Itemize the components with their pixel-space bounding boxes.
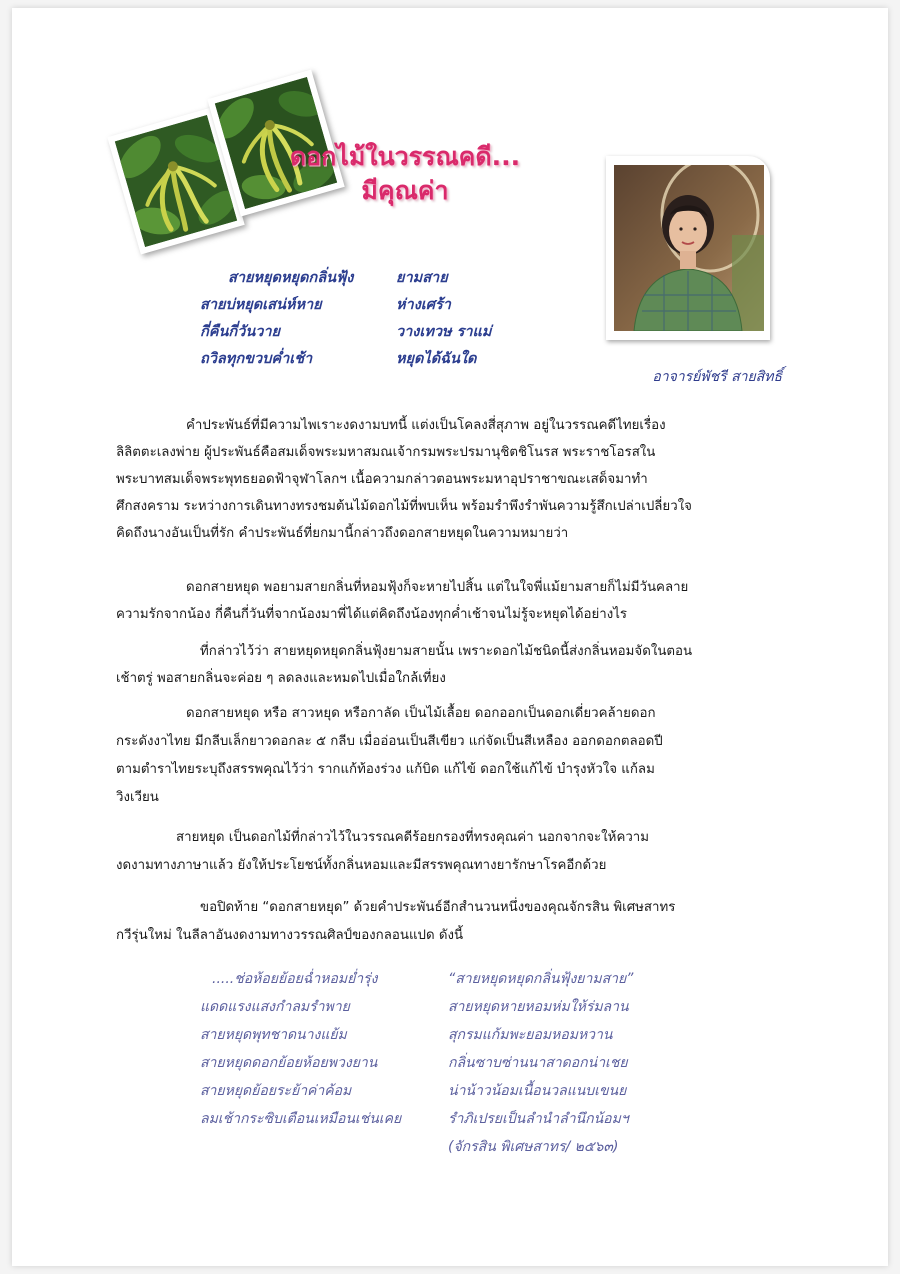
- author-caption: อาจารย์พัชรี สายสิทธิ์: [652, 369, 782, 385]
- closing-verse-left: สายหยุดดอกย้อยห้อยพวงยาน: [200, 1055, 378, 1071]
- poem-verse-first-half: สายบ่หยุดเสน่ห์หาย: [200, 297, 322, 313]
- body-text-line: วิงเวียน: [116, 790, 159, 805]
- poem-verse-second-half: วางเทวษ ราแม่: [396, 324, 492, 340]
- poem-verse-first-half: กี่คืนกี่วันวาย: [200, 324, 281, 340]
- body-text-line: กระดังงาไทย มีกลีบเล็กยาวดอกละ ๕ กลีบ เมื่ออ่อนเป็นสีเขียว แก่จัดเป็นสีเหลือง ออกดอกตลอดปี: [116, 734, 663, 749]
- author-portrait: [606, 156, 770, 340]
- closing-verse-right: สายหยุดหายหอมห่มให้ร่มลาน: [448, 999, 629, 1015]
- body-text-line: คำประพันธ์ที่มีความไพเราะงดงามบทนี้ แต่งเป็นโคลงสี่สุภาพ อยู่ในวรรณคดีไทยเรื่อง: [186, 418, 666, 433]
- poem-verse-second-half: ห่างเศร้า: [396, 297, 451, 313]
- closing-verse-left: แดดแรงแสงกำลมรำพาย: [200, 999, 350, 1015]
- closing-verse-left: .....ช่อห้อยย้อยฉ่ำหอมย่ำรุ่ง: [212, 971, 378, 987]
- person-photo-icon: [614, 165, 764, 331]
- body-text-line: กวีรุ่นใหม่ ในลีลาอันงดงามทางวรรณศิลป์ของกลอนแปด ดังนี้: [116, 928, 464, 943]
- article-title: [255, 140, 555, 208]
- title-line-1: ดอกไม้ในวรรณคดี...: [289, 142, 521, 171]
- closing-verse-right: “สายหยุดหยุดกลิ่นฟุ้งยามสาย”: [448, 971, 634, 987]
- body-text-line: ที่กล่าวไว้ว่า สายหยุดหยุดกลิ่นฟุ้งยามสายนั้น เพราะดอกไม้ชนิดนี้ส่งกลิ่นหอมจัดในตอน: [200, 644, 693, 659]
- closing-verse-left: สายหยุดพุทชาดนางแย้ม: [200, 1027, 347, 1043]
- closing-verse-right: รำภิเปรยเป็นลำนำลำนึกน้อมฯ: [448, 1111, 629, 1127]
- body-text-line: ตามตำราไทยระบุถึงสรรพคุณไว้ว่า รากแก้ท้องร่วง แก้บิด แก้ไข้ ดอกใช้แก้ไข้ บำรุงหัวใจ แก้ลม: [116, 762, 655, 777]
- body-text-line: คิดถึงนางอันเป็นที่รัก คำประพันธ์ที่ยกมานี้กล่าวถึงดอกสายหยุดในความหมายว่า: [116, 526, 569, 541]
- body-text-line: เช้าตรู่ พอสายกลิ่นจะค่อย ๆ ลดลงและหมดไปเมื่อใกล้เที่ยง: [116, 671, 446, 686]
- closing-verse-right: สุกรมแก้มพะยอมหอมหวาน: [448, 1027, 613, 1043]
- poem-verse-first-half: ถวิลทุกขวบค่ำเช้า: [200, 351, 313, 367]
- title-line-2: มีคุณค่า: [361, 176, 449, 205]
- closing-verse-right: กลิ่นซาบซ่านนาสาดอกน่าเชย: [448, 1055, 628, 1071]
- body-text-line: ขอปิดท้าย “ดอกสายหยุด” ด้วยคำประพันธ์อีกสำนวนหนึ่งของคุณจักรสิน พิเศษสาทร: [200, 900, 676, 915]
- body-text-line: ศึกสงคราม ระหว่างการเดินทางทรงชมต้นไม้ดอกไม้ที่พบเห็น พร้อมรำพึงรำพันความรู้สึกเปล่าเปลี่ยวใจ: [116, 499, 692, 514]
- body-text-line: ดอกสายหยุด หรือ สาวหยุด หรือกาลัด เป็นไม้เลื้อย ดอกออกเป็นดอกเดี่ยวคล้ายดอก: [186, 706, 656, 721]
- body-text-line: พระบาทสมเด็จพระพุทธยอดฟ้าจุฬาโลกฯ เนื้อความกล่าวตอนพระมหาอุปราชาขณะเสด็จมาทำ: [116, 472, 648, 487]
- article-body: [116, 414, 776, 943]
- closing-verse-left: ลมเช้ากระซิบเตือนเหมือนเช่นเคย: [200, 1111, 402, 1127]
- poem-verse-first-half: สายหยุดหยุดกลิ่นฟุ้ง: [228, 270, 354, 286]
- poem-verse-second-half: หยุดได้ฉันใด: [396, 351, 477, 367]
- closing-verse-right: น่าน้าวน้อมเนื้อนวลแนบเขนย: [448, 1083, 627, 1099]
- body-text-line: สายหยุด เป็นดอกไม้ที่กล่าวไว้ในวรรณคดีร้อยกรองที่ทรงคุณค่า นอกจากจะให้ความ: [176, 830, 650, 845]
- body-text-line: ลิลิตตะเลงพ่าย ผู้ประพันธ์คือสมเด็จพระมหาสมณเจ้ากรมพระปรมานุชิตชิโนรส พระราชโอรสใน: [116, 445, 656, 460]
- body-text-line: ความรักจากน้อง กี่คืนกี่วันที่จากน้องมาพี่ได้แต่คิดถึงน้องทุกค่ำเช้าจนไม่รู้จะหยุดได้อย่างไร: [116, 607, 628, 622]
- body-text-line: ดอกสายหยุด พอยามสายกลิ่นที่หอมฟุ้งก็จะหายไปสิ้น แต่ในใจพี่แม้ยามสายก็ไม่มีวันคลาย: [186, 580, 689, 595]
- body-text-line: งดงามทางภาษาแล้ว ยังให้ประโยชน์ทั้งกลิ่นหอมและมีสรรพคุณทางยารักษาโรคอีกด้วย: [116, 858, 607, 873]
- closing-verse-left: สายหยุดย้อยระย้าค่าค้อม: [200, 1083, 352, 1099]
- poem-verse-second-half: ยามสาย: [396, 270, 448, 286]
- poem-attribution: (จักรสิน พิเศษสาทร/ ๒๕๖๓): [448, 1139, 619, 1155]
